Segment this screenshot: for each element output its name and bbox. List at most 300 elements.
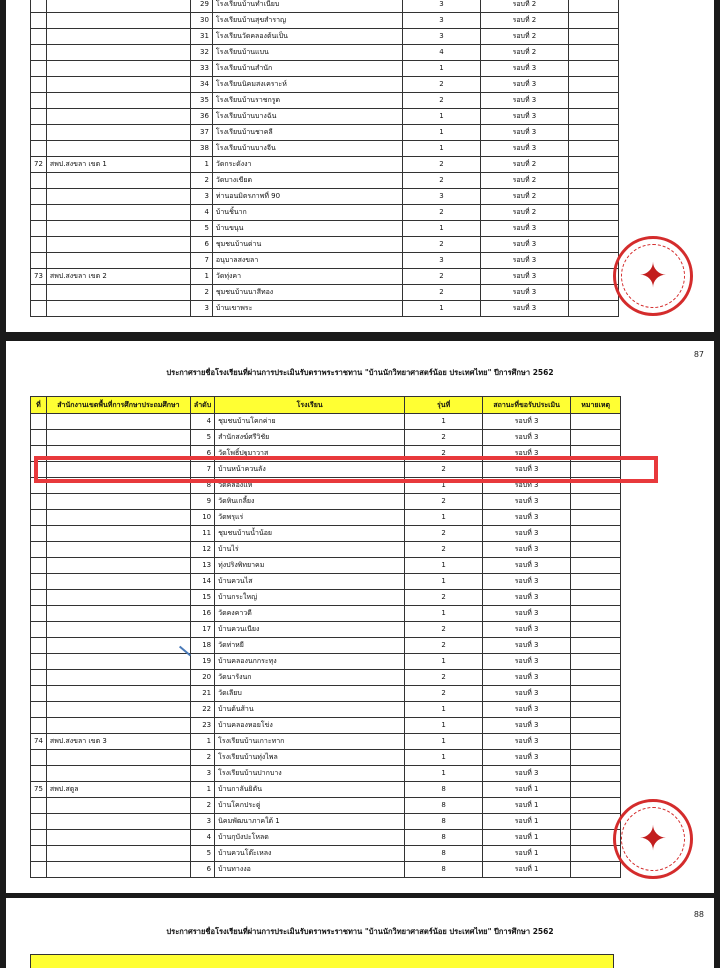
- cell-seq: 2: [190, 285, 212, 301]
- cell-seq: 38: [190, 141, 212, 157]
- cell-seq: 3: [190, 301, 212, 317]
- highlight-box: [34, 456, 658, 483]
- cell-seq: 10: [190, 510, 214, 526]
- cell-school: โรงเรียนนิคมสงเคราะห์: [212, 77, 402, 93]
- cell-generation: 8: [405, 830, 483, 846]
- cell-seq: 1: [190, 157, 212, 173]
- cell-generation: 2: [402, 157, 480, 173]
- cell-generation: 1: [402, 109, 480, 125]
- cell-note: [571, 558, 621, 574]
- cell-no: [31, 766, 47, 782]
- cell-seq: 36: [190, 109, 212, 125]
- cell-school: โรงเรียนวัดคลองต้นเป็น: [212, 29, 402, 45]
- cell-seq: 33: [190, 61, 212, 77]
- cell-office: [46, 285, 190, 301]
- cell-no: [31, 29, 47, 45]
- cell-status: รอบที่ 3: [483, 734, 571, 750]
- table-row: [31, 125, 619, 141]
- cell-generation: 2: [405, 462, 483, 478]
- cell-seq: 30: [190, 13, 212, 29]
- cell-note: [571, 718, 621, 734]
- cell-generation: 2: [402, 269, 480, 285]
- cell-generation: 1: [402, 125, 480, 141]
- cell-no: [31, 654, 47, 670]
- cell-note: [568, 109, 618, 125]
- cell-school: บ้านเขาพระ: [212, 301, 402, 317]
- table-row: [31, 702, 621, 718]
- table-row: [31, 686, 621, 702]
- cell-seq: 31: [190, 29, 212, 45]
- table-row: [31, 285, 619, 301]
- cell-seq: 16: [190, 606, 214, 622]
- table-row: [31, 205, 619, 221]
- cell-no: [31, 173, 47, 189]
- cell-school: บ้านโคกประดู่: [215, 798, 405, 814]
- table-row: [31, 173, 619, 189]
- header-no: ที่: [31, 397, 47, 414]
- cell-seq: 9: [190, 494, 214, 510]
- cell-office: [46, 606, 190, 622]
- cell-seq: 6: [190, 237, 212, 253]
- page-number: 87: [693, 350, 704, 359]
- cell-school: วัดโพธิ์ปฐมาวาส: [215, 446, 405, 462]
- table-row: [31, 526, 621, 542]
- cell-school: ทุ่งปริงพิทยาคม: [215, 558, 405, 574]
- cell-generation: 3: [402, 13, 480, 29]
- cell-no: 73: [31, 269, 47, 285]
- cell-note: [571, 798, 621, 814]
- table-row: [31, 670, 621, 686]
- cell-office: [46, 29, 190, 45]
- cell-note: [571, 638, 621, 654]
- cell-office: [46, 542, 190, 558]
- cell-no: [31, 590, 47, 606]
- cell-school: บ้านกระใหญ่: [215, 590, 405, 606]
- cell-generation: 1: [405, 606, 483, 622]
- page-title: ประกาศรายชื่อโรงเรียนที่ผ่านการประเมินรับตราพระราชทาน "บ้านนักวิทยาศาสตร์น้อย ประเทศไทย" ปีการศึกษา 2562: [166, 368, 554, 377]
- header-note: หมายเหตุ: [571, 397, 621, 414]
- cell-office: [46, 13, 190, 29]
- cell-status: รอบที่ 3: [483, 414, 571, 430]
- cell-school: ชุมชนบ้านน้ำน้อย: [215, 526, 405, 542]
- cell-school: วัดเลียบ: [215, 686, 405, 702]
- cell-generation: 1: [405, 766, 483, 782]
- cell-no: [31, 638, 47, 654]
- cell-seq: 8: [190, 478, 214, 494]
- cell-note: [568, 29, 618, 45]
- cell-school: โรงเรียนบ้านสำนัก: [212, 61, 402, 77]
- cell-generation: 2: [402, 93, 480, 109]
- cell-note: [568, 253, 618, 269]
- cell-school: โรงเรียนบ้านทำเนียบ: [212, 0, 402, 13]
- table-row: [31, 862, 621, 878]
- cell-office: [46, 173, 190, 189]
- cell-note: [571, 654, 621, 670]
- page-number: 88: [693, 910, 704, 919]
- table-row: [31, 29, 619, 45]
- cell-status: รอบที่ 3: [480, 269, 568, 285]
- table-row: [31, 0, 619, 13]
- cell-seq: 3: [190, 766, 214, 782]
- cell-status: รอบที่ 3: [483, 446, 571, 462]
- cell-status: รอบที่ 3: [483, 718, 571, 734]
- cell-no: [31, 846, 47, 862]
- cell-school: วัดกระดังงา: [212, 157, 402, 173]
- table-row: [31, 734, 621, 750]
- cell-note: [571, 590, 621, 606]
- cell-no: 72: [31, 157, 47, 173]
- cell-generation: 8: [405, 798, 483, 814]
- cell-office: [46, 654, 190, 670]
- cell-status: รอบที่ 3: [483, 750, 571, 766]
- cell-no: [31, 301, 47, 317]
- cell-seq: 1: [190, 782, 214, 798]
- header-office: สำนักงานเขตพื้นที่การศึกษาประถมศึกษา: [46, 397, 190, 414]
- table-row: [31, 574, 621, 590]
- table-row: [31, 430, 621, 446]
- cell-seq: 5: [190, 221, 212, 237]
- cell-school: บ้านกาลันยิตัน: [215, 782, 405, 798]
- cell-generation: 2: [405, 494, 483, 510]
- cell-status: รอบที่ 3: [483, 622, 571, 638]
- cell-office: [46, 526, 190, 542]
- cell-office: [46, 798, 190, 814]
- cell-note: [571, 414, 621, 430]
- table-row: [31, 750, 621, 766]
- cell-seq: 14: [190, 574, 214, 590]
- cell-seq: 34: [190, 77, 212, 93]
- cell-school: บ้านไร่: [215, 542, 405, 558]
- cell-note: [571, 542, 621, 558]
- cell-generation: 2: [405, 446, 483, 462]
- cell-no: [31, 77, 47, 93]
- cell-seq: 13: [190, 558, 214, 574]
- cell-school: วัดหินเกลี้ยง: [215, 494, 405, 510]
- table-row: [31, 622, 621, 638]
- cell-note: [568, 157, 618, 173]
- cell-school: นิคมพัฒนาภาคใต้ 1: [215, 814, 405, 830]
- cell-office: [46, 301, 190, 317]
- cell-office: [46, 189, 190, 205]
- table-row: [31, 141, 619, 157]
- cell-generation: 3: [402, 253, 480, 269]
- cell-seq: 4: [190, 205, 212, 221]
- page-title: ประกาศรายชื่อโรงเรียนที่ผ่านการประเมินรับตราพระราชทาน "บ้านนักวิทยาศาสตร์น้อย ประเทศไทย" ปีการศึกษา 2562: [166, 927, 554, 936]
- cell-status: รอบที่ 3: [483, 526, 571, 542]
- cell-seq: 22: [190, 702, 214, 718]
- cell-school: ชุมชนบ้านโคกค่าย: [215, 414, 405, 430]
- cell-office: [46, 670, 190, 686]
- cell-seq: 2: [190, 798, 214, 814]
- cell-generation: 1: [405, 654, 483, 670]
- cell-office: [46, 622, 190, 638]
- cell-school: โรงเรียนบ้านแบน: [212, 45, 402, 61]
- cell-generation: 2: [405, 638, 483, 654]
- cell-no: [31, 574, 47, 590]
- cell-note: [568, 285, 618, 301]
- cell-generation: 2: [405, 686, 483, 702]
- cell-no: [31, 750, 47, 766]
- table-row: [31, 590, 621, 606]
- table-row: [31, 269, 619, 285]
- cell-no: [31, 606, 47, 622]
- table-row: [31, 253, 619, 269]
- cell-generation: 1: [405, 750, 483, 766]
- cell-generation: 1: [402, 221, 480, 237]
- cell-no: [31, 61, 47, 77]
- cell-status: รอบที่ 2: [480, 173, 568, 189]
- cell-generation: 2: [405, 542, 483, 558]
- cell-seq: 35: [190, 93, 212, 109]
- cell-note: [568, 269, 618, 285]
- cell-generation: 3: [402, 0, 480, 13]
- cell-office: [46, 494, 190, 510]
- cell-generation: 1: [405, 414, 483, 430]
- table-row: [31, 45, 619, 61]
- cell-school: โรงเรียนบ้านบางฉัน: [212, 109, 402, 125]
- cell-no: [31, 125, 47, 141]
- cell-no: [31, 798, 47, 814]
- cell-school: โรงเรียนบ้านทุ่งไพล: [215, 750, 405, 766]
- table-row: [31, 414, 621, 430]
- cell-status: รอบที่ 1: [483, 830, 571, 846]
- cell-school: ชุมชนบ้านนาสีทอง: [212, 285, 402, 301]
- cell-note: [568, 125, 618, 141]
- cell-school: บ้านคลองนกกระทุง: [215, 654, 405, 670]
- cell-status: รอบที่ 3: [483, 462, 571, 478]
- garuda-seal-icon: ✦: [613, 799, 693, 879]
- header-status: สถานะที่ขอรับประเมิน: [483, 397, 571, 414]
- cell-status: รอบที่ 3: [480, 301, 568, 317]
- cell-seq: 4: [190, 414, 214, 430]
- table-row: [31, 830, 621, 846]
- cell-note: [571, 782, 621, 798]
- cell-office: [46, 718, 190, 734]
- cell-school: อนุบาลสงขลา: [212, 253, 402, 269]
- table-row: [31, 77, 619, 93]
- cell-office: [46, 237, 190, 253]
- cell-school: บ้านคลองหอยโข่ง: [215, 718, 405, 734]
- cell-status: รอบที่ 3: [483, 686, 571, 702]
- cell-seq: 12: [190, 542, 214, 558]
- cell-status: รอบที่ 3: [480, 109, 568, 125]
- cell-office: [46, 414, 190, 430]
- cell-office: [46, 141, 190, 157]
- cell-status: รอบที่ 2: [480, 157, 568, 173]
- cell-note: [568, 173, 618, 189]
- cell-status: รอบที่ 2: [480, 45, 568, 61]
- document-page-1: [6, 0, 714, 332]
- cell-office: [46, 253, 190, 269]
- cell-note: [568, 0, 618, 13]
- cell-generation: 2: [405, 430, 483, 446]
- cell-office: สพป.สงขลา เขต 3: [46, 734, 190, 750]
- cell-no: [31, 93, 47, 109]
- cell-office: [46, 830, 190, 846]
- document-page-88: [6, 898, 714, 968]
- cell-school: โรงเรียนบ้านบางจีน: [212, 141, 402, 157]
- cell-note: [571, 670, 621, 686]
- cell-generation: 2: [405, 622, 483, 638]
- cell-office: [46, 558, 190, 574]
- cell-status: รอบที่ 3: [480, 285, 568, 301]
- cell-school: วัดคงคาวดี: [215, 606, 405, 622]
- cell-seq: 29: [190, 0, 212, 13]
- cell-school: บ้านต้นส้าน: [215, 702, 405, 718]
- cell-school: โรงเรียนบ้านปากบาง: [215, 766, 405, 782]
- cell-status: รอบที่ 1: [483, 814, 571, 830]
- cell-seq: 23: [190, 718, 214, 734]
- cell-seq: 2: [190, 750, 214, 766]
- cell-no: [31, 141, 47, 157]
- cell-status: รอบที่ 3: [480, 237, 568, 253]
- cell-note: [568, 205, 618, 221]
- cell-generation: 1: [405, 702, 483, 718]
- cell-seq: 2: [190, 173, 212, 189]
- cell-office: [46, 814, 190, 830]
- cell-school: บ้านทางงอ: [215, 862, 405, 878]
- cell-status: รอบที่ 3: [483, 702, 571, 718]
- cell-note: [568, 141, 618, 157]
- cell-school: บ้านขนุน: [212, 221, 402, 237]
- cell-generation: 2: [402, 237, 480, 253]
- table-row: [31, 93, 619, 109]
- cell-generation: 8: [405, 862, 483, 878]
- cell-school: โรงเรียนบ้านสุขสำราญ: [212, 13, 402, 29]
- cell-note: [571, 686, 621, 702]
- cell-status: รอบที่ 1: [483, 782, 571, 798]
- cell-seq: 21: [190, 686, 214, 702]
- cell-office: [46, 430, 190, 446]
- table-row: [31, 718, 621, 734]
- table-row: [31, 782, 621, 798]
- cell-status: รอบที่ 3: [483, 670, 571, 686]
- cell-generation: 1: [402, 301, 480, 317]
- cell-seq: 17: [190, 622, 214, 638]
- cell-note: [571, 702, 621, 718]
- cell-office: [46, 0, 190, 13]
- cell-status: รอบที่ 3: [483, 574, 571, 590]
- cell-status: รอบที่ 3: [480, 253, 568, 269]
- cell-seq: 3: [190, 189, 212, 205]
- cell-status: รอบที่ 3: [483, 766, 571, 782]
- cell-generation: 2: [405, 590, 483, 606]
- cell-generation: 2: [402, 173, 480, 189]
- cell-school: วัดพรุแร่: [215, 510, 405, 526]
- cell-no: [31, 526, 47, 542]
- table-header-row: [30, 954, 614, 968]
- cell-note: [571, 574, 621, 590]
- cell-note: [571, 862, 621, 878]
- table-row: [31, 13, 619, 29]
- cell-school: บ้านควนโต๊ะเหลง: [215, 846, 405, 862]
- cell-no: [31, 430, 47, 446]
- school-table-page-1: [30, 0, 619, 317]
- cell-generation: 4: [402, 45, 480, 61]
- cell-office: สพป.สงขลา เขต 1: [46, 157, 190, 173]
- cell-no: [31, 285, 47, 301]
- cell-status: รอบที่ 3: [480, 221, 568, 237]
- cell-note: [571, 430, 621, 446]
- cell-generation: 1: [402, 141, 480, 157]
- cell-note: [571, 510, 621, 526]
- cell-status: รอบที่ 3: [483, 510, 571, 526]
- cell-generation: 2: [402, 77, 480, 93]
- cell-no: [31, 718, 47, 734]
- cell-status: รอบที่ 1: [483, 846, 571, 862]
- cell-office: [46, 221, 190, 237]
- cell-generation: 1: [405, 734, 483, 750]
- cell-no: [31, 510, 47, 526]
- cell-status: รอบที่ 2: [480, 13, 568, 29]
- cell-no: [31, 542, 47, 558]
- table-row: [31, 237, 619, 253]
- cell-school: วัดคลองแห: [215, 478, 405, 494]
- cell-office: [46, 93, 190, 109]
- cell-no: [31, 686, 47, 702]
- cell-office: [46, 205, 190, 221]
- table-row: [31, 846, 621, 862]
- cell-generation: 8: [405, 814, 483, 830]
- cell-no: [31, 45, 47, 61]
- header-generation: รุ่นที่: [405, 397, 483, 414]
- cell-no: [31, 221, 47, 237]
- cell-no: [31, 0, 47, 13]
- cell-office: [46, 77, 190, 93]
- cell-school: บ้านหน้าควนลัง: [215, 462, 405, 478]
- table-row: [31, 109, 619, 125]
- cell-status: รอบที่ 3: [483, 558, 571, 574]
- cell-office: สพป.สงขลา เขต 2: [46, 269, 190, 285]
- cell-no: [31, 13, 47, 29]
- cell-office: [46, 109, 190, 125]
- cell-office: [46, 61, 190, 77]
- cell-school: ท่านอนมิตรภาพที่ 90: [212, 189, 402, 205]
- cell-no: [31, 205, 47, 221]
- table-row: [31, 606, 621, 622]
- cell-status: รอบที่ 3: [480, 61, 568, 77]
- cell-seq: 19: [190, 654, 214, 670]
- cell-status: รอบที่ 3: [483, 638, 571, 654]
- table-row: [31, 510, 621, 526]
- cell-office: [46, 702, 190, 718]
- cell-status: รอบที่ 3: [483, 494, 571, 510]
- cell-note: [568, 237, 618, 253]
- cell-note: [568, 77, 618, 93]
- header-seq: ลำดับ: [190, 397, 214, 414]
- cell-generation: 1: [405, 478, 483, 494]
- cell-note: [571, 526, 621, 542]
- cell-school: บ้านกุบังปะโหลด: [215, 830, 405, 846]
- cell-generation: 2: [402, 205, 480, 221]
- cell-seq: 15: [190, 590, 214, 606]
- cell-seq: 6: [190, 446, 214, 462]
- cell-no: [31, 814, 47, 830]
- cell-no: [31, 830, 47, 846]
- cell-note: [568, 61, 618, 77]
- cell-school: บ้านชิ้นาก: [212, 205, 402, 221]
- cell-generation: 3: [402, 29, 480, 45]
- cell-office: [46, 638, 190, 654]
- cell-generation: 8: [405, 846, 483, 862]
- cell-note: [571, 494, 621, 510]
- table-row: [31, 638, 621, 654]
- cell-seq: 3: [190, 814, 214, 830]
- cell-office: [46, 45, 190, 61]
- cell-generation: 1: [402, 61, 480, 77]
- cell-no: [31, 253, 47, 269]
- cell-note: [571, 750, 621, 766]
